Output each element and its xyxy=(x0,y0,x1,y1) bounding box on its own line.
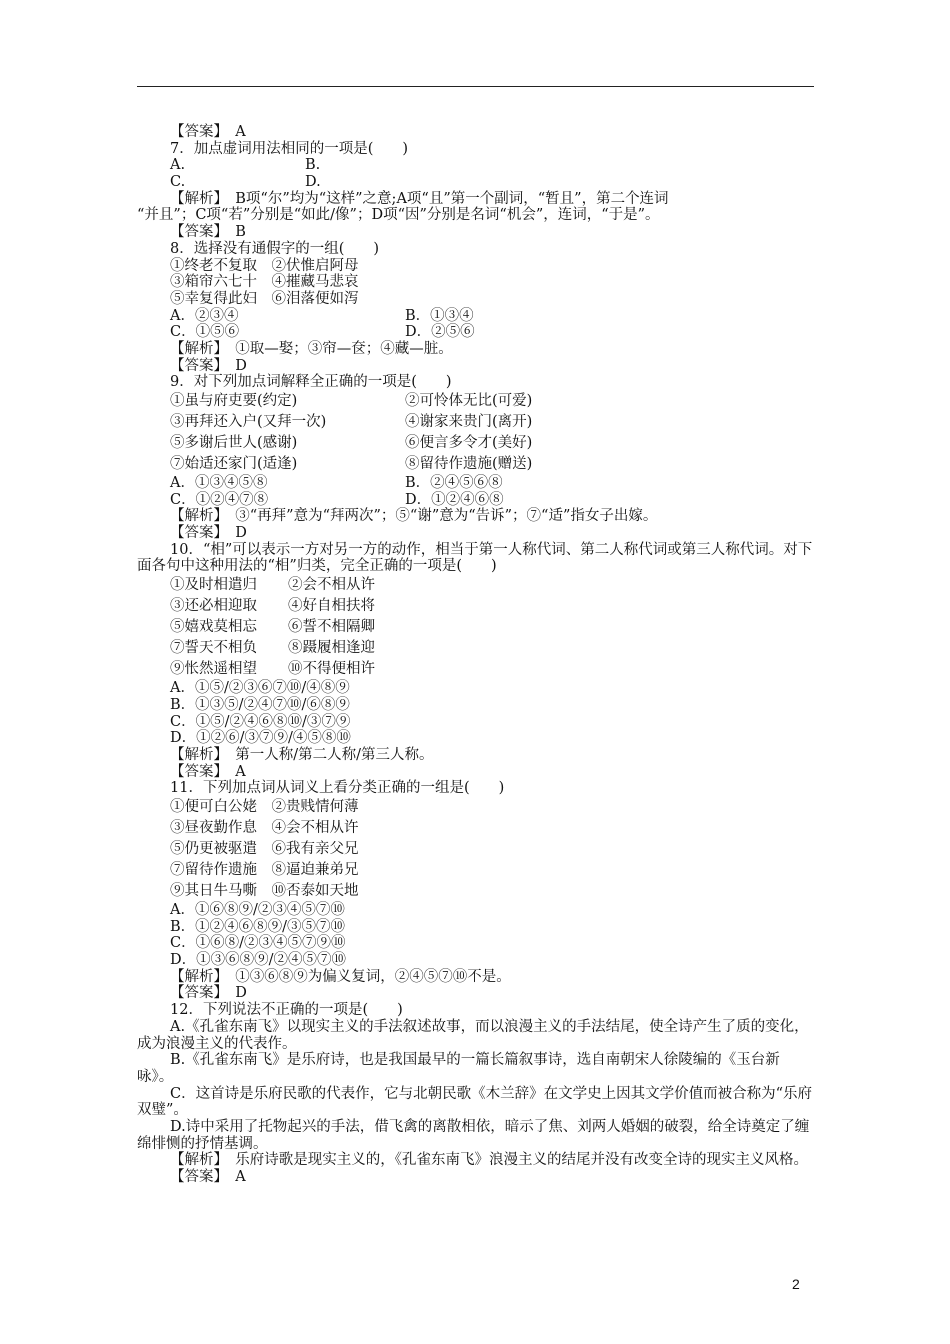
q12-option: D.诗中采用了托物起兴的手法，借飞禽的离散相依，暗示了焦、刘两人婚姻的破裂，给全诗奠定了缠绵悱恻的抒情基调。 xyxy=(137,1119,810,1152)
q11-option: C．①⑥⑧/②③④⑤⑦⑨⑩ xyxy=(170,935,346,952)
answer-9: 【答案】 D xyxy=(170,525,247,542)
answer-12: 【答案】 A xyxy=(170,1169,246,1186)
q8-item: ③箱帘六七十 ④摧藏马悲哀 xyxy=(170,274,359,291)
q9-items-row: ①虽与府吏要(约定) ②可怜体无比(可爱) xyxy=(170,393,533,410)
q10-items-row: ③还必相迎取 ④好自相扶将 xyxy=(170,598,375,615)
question-10: 10．“相”可以表示一方对另一方的动作，相当于第一人称代词、第二人称代词或第三人称代词。对下面各句中这种用法的“相”归类，完全正确的一项是( ) xyxy=(137,541,813,575)
q10-items-row: ⑤嬉戏莫相忘 ⑥誓不相隔卿 xyxy=(170,619,375,636)
q9-items-row: ⑤多谢后世人(感谢) ⑥便言多令才(美好) xyxy=(170,435,533,452)
answer-10: 【答案】 A xyxy=(170,763,246,780)
q11-item: ⑤仍更被驱遣 ⑥我有亲父兄 xyxy=(170,840,359,857)
question-11: 11．下列加点词从词义上看分类正确的一组是( ) xyxy=(170,780,505,797)
analysis-9: 【解析】 ③“再拜”意为“拜两次”；⑤“谢”意为“告诉”；⑦“适”指女子出嫁。 xyxy=(170,508,658,525)
q10-option: B．①③⑤/②④⑦⑩/⑥⑧⑨ xyxy=(170,696,350,713)
page-number: 2 xyxy=(792,1276,800,1292)
q11-item: ③昼夜勤作息 ④会不相从许 xyxy=(170,819,359,836)
analysis-10: 【解析】 第一人称/第二人称/第三人称。 xyxy=(170,746,434,763)
answer-8: 【答案】 D xyxy=(170,357,247,374)
question-7: 7．加点虚词用法相同的一项是( ) xyxy=(170,140,409,157)
analysis-7-cont: “并且”；C项“若”分别是“如此/像”；D项“因”分别是名词“机会”，连词，“于是”。 xyxy=(137,207,660,224)
q8-item: ⑤幸复得此妇 ⑥泪落便如泻 xyxy=(170,290,359,307)
answer-7: 【答案】 B xyxy=(170,224,246,241)
q11-item: ⑦留待作遗施 ⑧逼迫兼弟兄 xyxy=(170,861,359,878)
q9-options-row: A．①③④⑤⑧ B．②④⑤⑥⑧ xyxy=(170,475,503,492)
q11-item: ①便可白公姥 ②贵贱情何薄 xyxy=(170,798,359,815)
q12-option: A.《孔雀东南飞》以现实主义的手法叙述故事，而以浪漫主义的手法结尾，使全诗产生了质的变化，成为浪漫主义的代表作。 xyxy=(137,1018,809,1052)
q7-options-row: C. D. xyxy=(170,174,321,191)
q11-option: D．①③⑥⑧⑨/②④⑤⑦⑩ xyxy=(170,952,347,969)
q10-option: C．①⑤/②④⑥⑧⑩/③⑦⑨ xyxy=(170,713,351,730)
q10-option: A．①⑤/②③⑥⑦⑩/④⑧⑨ xyxy=(170,680,350,697)
q11-item: ⑨其日牛马嘶 ⑩否泰如天地 xyxy=(170,882,359,899)
document-body xyxy=(137,124,815,1186)
q8-item: ①终老不复取 ②伏惟启阿母 xyxy=(170,257,359,274)
q10-items-row: ⑨怅然遥相望 ⑩不得便相许 xyxy=(170,661,375,678)
analysis-8: 【解析】 ①取—娶；③帘—奁；④藏—脏。 xyxy=(170,340,453,357)
q8-options-row: C．①⑤⑥ D．②⑤⑥ xyxy=(170,324,475,341)
answer-6: 【答案】 A xyxy=(170,124,246,140)
answer-11: 【答案】 D xyxy=(170,985,247,1002)
q12-option: C．这首诗是乐府民歌的代表作，它与北朝民歌《木兰辞》在文学史上因其文学价值而被合称为“乐府双璧”。 xyxy=(137,1085,813,1119)
analysis-7: 【解析】 B项“尔”均为“这样”之意;A项“且”第一个副词，“暂且”，第二个连词 xyxy=(170,190,669,207)
analysis-12: 【解析】 乐府诗歌是现实主义的，《孔雀东南飞》浪漫主义的结尾并没有改变全诗的现实主义风格。 xyxy=(170,1152,808,1169)
q9-items-row: ⑦始适还家门(适逢) ⑧留待作遗施(赠送) xyxy=(170,456,533,473)
q10-option: D．①②⑥/③⑦⑨/④⑤⑧⑩ xyxy=(170,730,351,747)
q11-option: B．①②④⑥⑧⑨/③⑤⑦⑩ xyxy=(170,918,346,935)
question-8: 8．选择没有通假字的一组( ) xyxy=(170,240,380,257)
q7-options-row: A. B. xyxy=(170,157,321,174)
q9-items-row: ③再拜还入户(又拜一次) ④谢家来贵门(离开) xyxy=(170,414,533,431)
q12-option: B.《孔雀东南飞》是乐府诗，也是我国最早的一篇长篇叙事诗，选自南朝宋人徐陵编的《玉台新咏》。 xyxy=(137,1052,780,1085)
q8-options-row: A．②③④ B．①③④ xyxy=(170,307,474,324)
question-12: 12．下列说法不正确的一项是( ) xyxy=(170,1002,403,1019)
q9-options-row: C．①②④⑦⑧ D．①②④⑥⑧ xyxy=(170,491,504,508)
header-rule xyxy=(137,86,814,87)
analysis-11: 【解析】 ①③⑥⑧⑨为偏义复词，②④⑤⑦⑩不是。 xyxy=(170,968,511,985)
q11-option: A．①⑥⑧⑨/②③④⑤⑦⑩ xyxy=(170,901,345,918)
q10-items-row: ①及时相遣归 ②会不相从许 xyxy=(170,577,375,594)
q10-items-row: ⑦誓天不相负 ⑧蹑履相逢迎 xyxy=(170,640,375,657)
question-9: 9．对下列加点词解释全正确的一项是( ) xyxy=(170,374,452,391)
